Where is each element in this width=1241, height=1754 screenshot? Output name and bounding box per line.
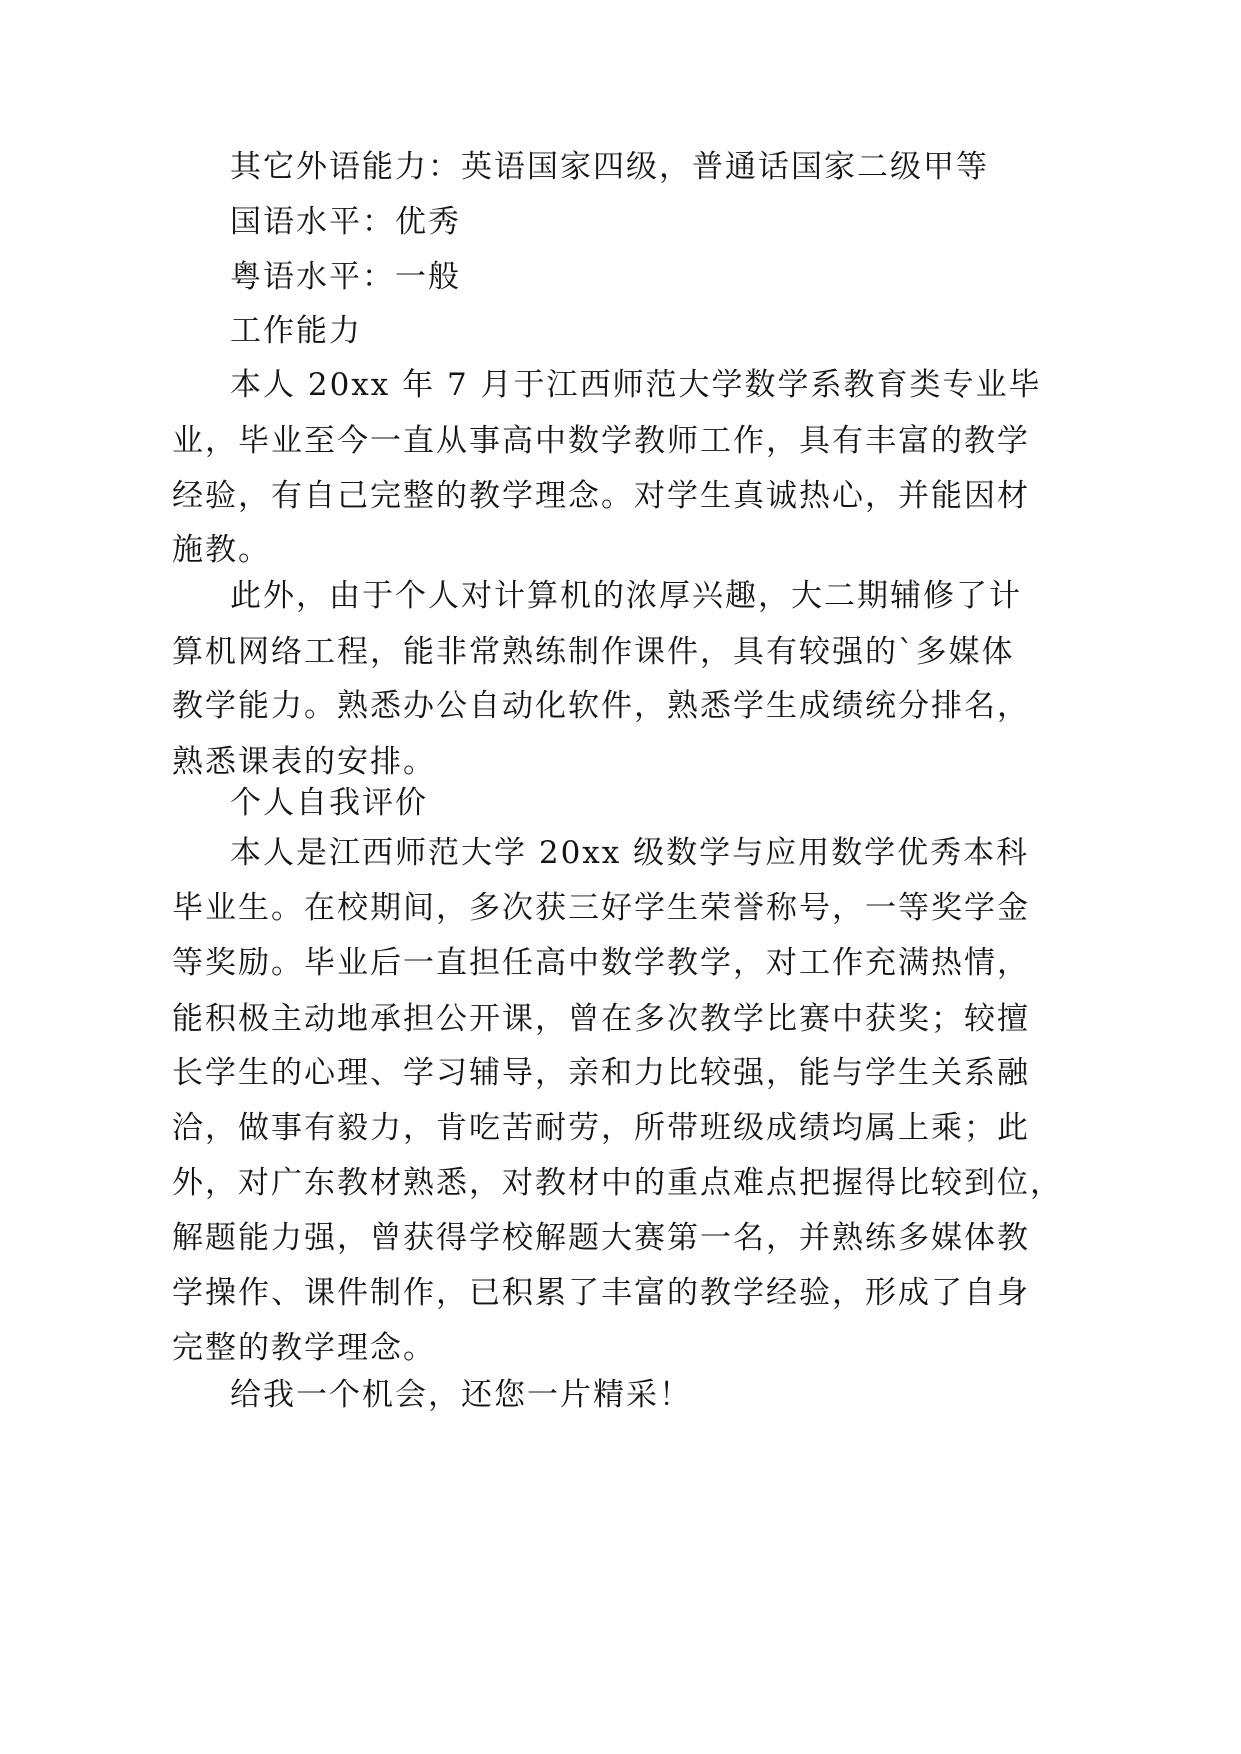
- text-line: 洽，做事有毅力，肯吃苦耐劳，所带班级成绩均属上乘；此: [172, 1110, 1030, 1146]
- text-line: 本人是江西师范大学 20xx 级数学与应用数学优秀本科: [230, 835, 1030, 871]
- text-line: 能积极主动地承担公开课，曾在多次教学比赛中获奖；较擅: [172, 1001, 1030, 1037]
- text-line: 解题能力强，曾获得学校解题大赛第一名，并熟练多媒体教: [172, 1220, 1030, 1256]
- text-line: 此外，由于个人对计算机的浓厚兴趣，大二期辅修了计: [230, 578, 1022, 614]
- text-line: 毕业生。在校期间，多次获三好学生荣誉称号，一等奖学金: [172, 890, 1030, 926]
- text-line: 完整的教学理念。: [172, 1330, 436, 1366]
- text-line: 施教。: [172, 532, 271, 568]
- text-line: 教学能力。熟悉办公自动化软件，熟悉学生成绩统分排名，: [172, 688, 1030, 724]
- text-line: 经验，有自己完整的教学理念。对学生真诚热心，并能因材: [172, 478, 1030, 514]
- text-line: 长学生的心理、学习辅导，亲和力比较强，能与学生关系融: [172, 1055, 1030, 1091]
- text-line: 业，毕业至今一直从事高中数学教师工作，具有丰富的教学: [172, 423, 1030, 459]
- text-line: 粤语水平：一般: [230, 259, 461, 295]
- text-line: 其它外语能力：英语国家四级，普通话国家二级甲等: [230, 149, 989, 185]
- text-line: 熟悉课表的安排。: [172, 744, 436, 780]
- text-line: 个人自我评价: [230, 785, 428, 821]
- text-line: 国语水平：优秀: [230, 204, 461, 240]
- text-line: 给我一个机会，还您一片精采！: [230, 1377, 692, 1413]
- text-line: 本人 20xx 年 7 月于江西师范大学数学系教育类专业毕: [230, 367, 1042, 403]
- text-line: 算机网络工程，能非常熟练制作课件，具有较强的`多媒体: [172, 634, 1015, 670]
- text-line: 学操作、课件制作，已积累了丰富的教学经验，形成了自身: [172, 1275, 1030, 1311]
- text-line: 工作能力: [230, 313, 362, 349]
- text-line: 外，对广东教材熟悉，对教材中的重点难点把握得比较到位，: [172, 1165, 1063, 1201]
- text-line: 等奖励。毕业后一直担任高中数学教学，对工作充满热情，: [172, 945, 1030, 981]
